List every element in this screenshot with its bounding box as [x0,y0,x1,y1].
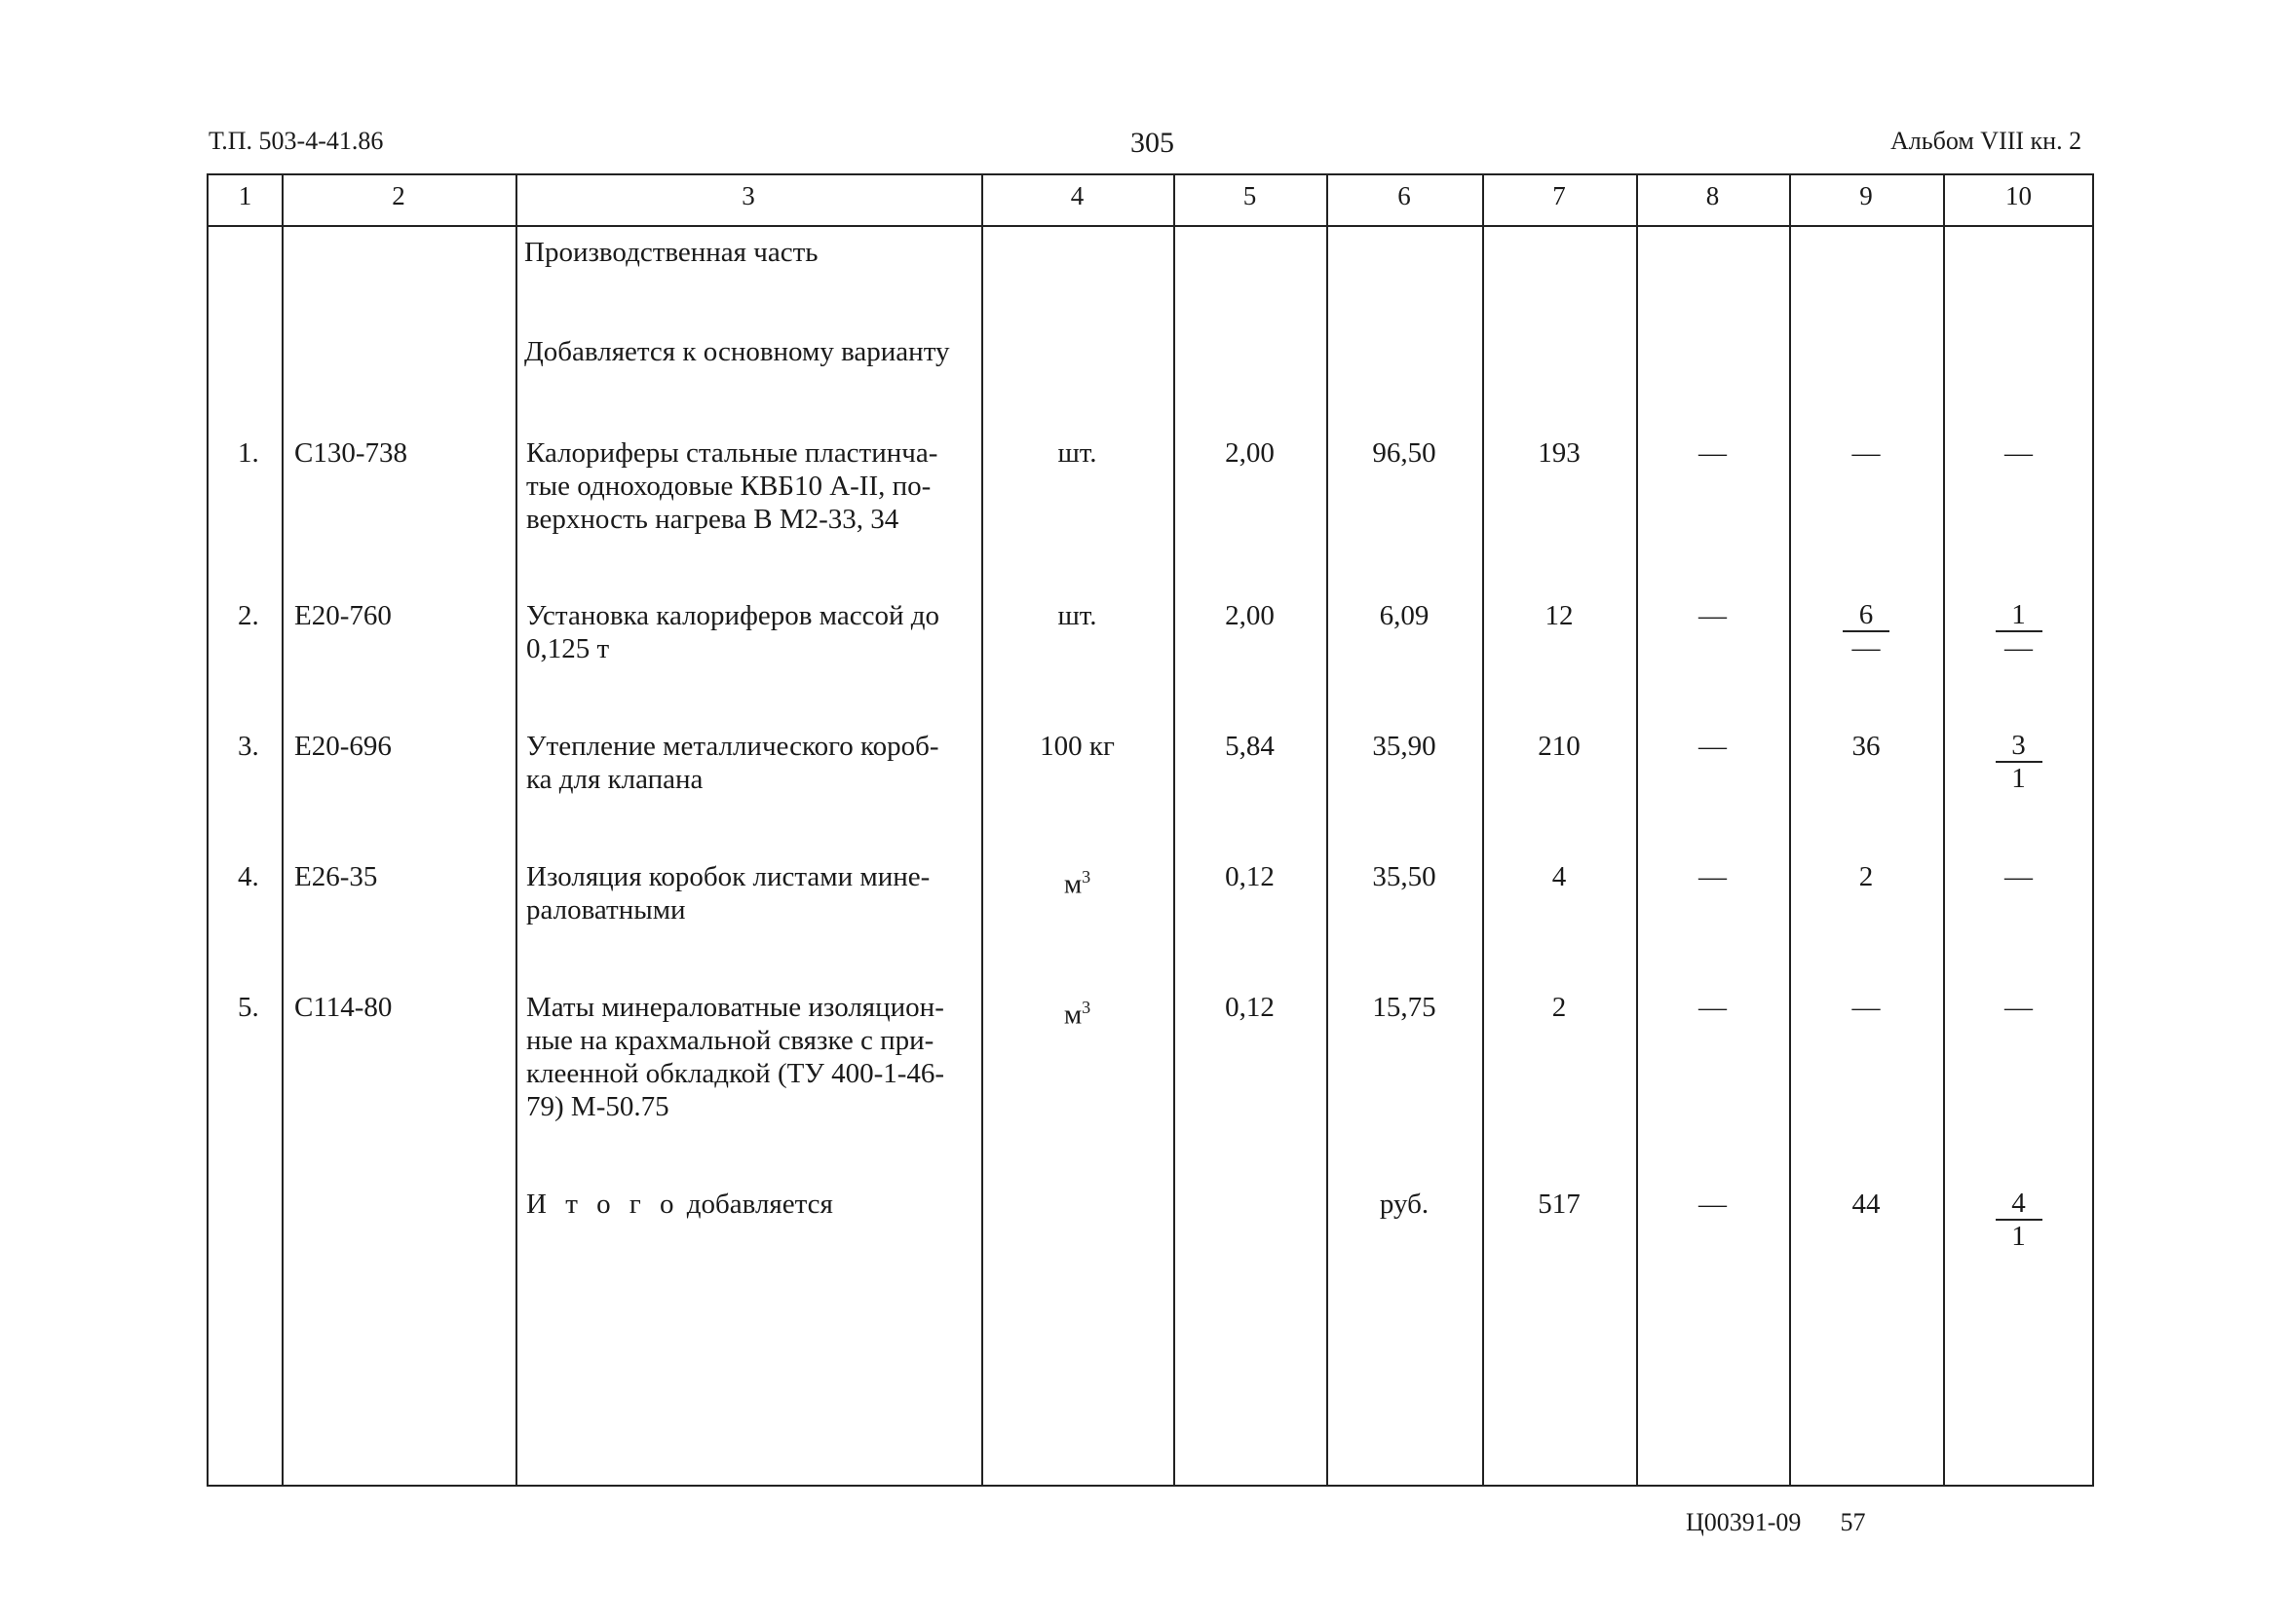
row-name-line: Утепление металлического короб- [526,731,939,762]
document-code: Т.П. 503-4-41.86 [209,127,384,155]
fraction-numerator: 3 [1996,730,2042,763]
column-header-7: 7 [1552,181,1566,210]
column-header-8: 8 [1705,181,1720,210]
footer-page: 57 [1840,1508,1866,1536]
footer [1686,1508,1865,1537]
section-subtitle: Добавляется к основному варианту [524,336,950,367]
total-amount: 517 [1538,1189,1581,1220]
section-title: Производственная часть [524,237,819,268]
row-name-line: Установка калориферов массой до [526,600,939,631]
column-header-5: 5 [1242,181,1257,210]
total-col9: 44 [1851,1189,1881,1220]
row-col10: — [2004,992,2033,1023]
row-total: 12 [1544,600,1574,631]
estimate-table [207,173,2094,1487]
column-divider [282,175,284,1485]
fraction-denominator: 1 [2011,1221,2026,1252]
row-number: 3. [238,731,259,762]
row-quantity: 5,84 [1225,731,1275,762]
row-name-line: 79) М-50.75 [526,1091,669,1122]
row-name-line: Маты минераловатные изоляцион- [526,992,944,1023]
column-header-6: 6 [1397,181,1411,210]
fraction-denominator: 1 [2011,763,2026,794]
total-label-rest: добавляется [686,1189,833,1220]
row-total: 193 [1538,437,1581,469]
row-col10: — [2004,437,2033,469]
row-name-line: раловатными [526,894,686,925]
row-code: Е20-696 [294,731,392,762]
row-quantity: 0,12 [1225,992,1275,1023]
unit-base: м [1063,999,1083,1031]
row-quantity: 2,00 [1225,600,1275,631]
row-name-line: верхность нагрева В М2-33, 34 [526,504,899,535]
row-quantity: 0,12 [1225,861,1275,892]
fraction-denominator: — [1851,632,1881,663]
column-header-9: 9 [1859,181,1873,210]
row-number: 2. [238,600,259,631]
row-unit: 100 кг [1040,731,1115,762]
row-quantity: 2,00 [1225,437,1275,469]
row-total: 210 [1538,731,1581,762]
unit-exponent: 3 [1082,867,1091,887]
page-number: 305 [1130,127,1174,159]
row-unit: шт. [1057,437,1097,469]
total-col8: — [1698,1189,1727,1220]
column-divider [515,175,517,1485]
unit-base: м [1063,868,1083,900]
row-name-line: клеенной обкладкой (ТУ 400-1-46- [526,1058,945,1089]
row-number: 5. [238,992,259,1023]
column-header-4: 4 [1070,181,1085,210]
header-divider [209,225,2092,227]
row-name-line: Изоляция коробок листами мине- [526,861,931,892]
row-col8: — [1698,861,1727,892]
row-col8: — [1698,437,1727,469]
total-label-spaced: И т о г о [526,1189,680,1220]
row-code: С114-80 [294,992,393,1023]
row-col9-fraction [1789,599,1943,663]
row-name-line: ка для клапана [526,764,704,795]
row-col9: — [1851,437,1881,469]
row-unit: шт. [1057,600,1097,631]
row-price: 35,90 [1372,731,1436,762]
row-name-line: ные на крахмальной связке с при- [526,1025,934,1056]
row-price: 35,50 [1372,861,1436,892]
fraction-denominator: — [2004,632,2033,663]
row-col10: — [2004,861,2033,892]
column-header-1: 1 [238,181,252,210]
row-unit [981,991,1173,1032]
row-col9: — [1851,992,1881,1023]
row-col8: — [1698,992,1727,1023]
column-header-10: 10 [2005,181,2032,210]
row-price: 96,50 [1372,437,1436,469]
column-divider [1326,175,1328,1485]
row-code: Е26-35 [294,861,378,892]
footer-code: Ц00391-09 [1686,1508,1802,1536]
row-col10-fraction [1943,599,2094,663]
fraction-numerator: 1 [1996,599,2042,632]
row-col10-fraction [1943,730,2094,794]
total-col10-fraction [1943,1188,2094,1252]
row-price: 6,09 [1379,600,1430,631]
column-divider [1482,175,1484,1485]
column-divider [1173,175,1175,1485]
total-unit: руб. [1379,1189,1430,1220]
row-col8: — [1698,600,1727,631]
column-divider [1943,175,1945,1485]
column-header-3: 3 [742,181,755,210]
row-col8: — [1698,731,1727,762]
row-name-line: 0,125 т [526,633,610,664]
row-total: 4 [1551,861,1567,892]
unit-exponent: 3 [1082,998,1091,1017]
row-col9: 2 [1858,861,1874,892]
row-number: 1. [238,437,259,469]
album-reference: Альбом VIII кн. 2 [1890,127,2082,155]
row-unit [981,860,1173,901]
row-name-line: Калориферы стальные пластинча- [526,437,938,469]
column-divider [1636,175,1638,1485]
column-header-2: 2 [392,181,405,210]
row-number: 4. [238,861,259,892]
row-code: С130-738 [294,437,407,469]
fraction-numerator: 4 [1996,1188,2042,1221]
row-col9: 36 [1851,731,1881,762]
row-code: Е20-760 [294,600,392,631]
column-divider [981,175,983,1485]
row-price: 15,75 [1372,992,1436,1023]
fraction-numerator: 6 [1843,599,1889,632]
total-label [526,1188,833,1221]
row-name-line: тые одноходовые КВБ10 А-II, по- [526,471,932,502]
column-divider [1789,175,1791,1485]
row-total: 2 [1551,992,1567,1023]
